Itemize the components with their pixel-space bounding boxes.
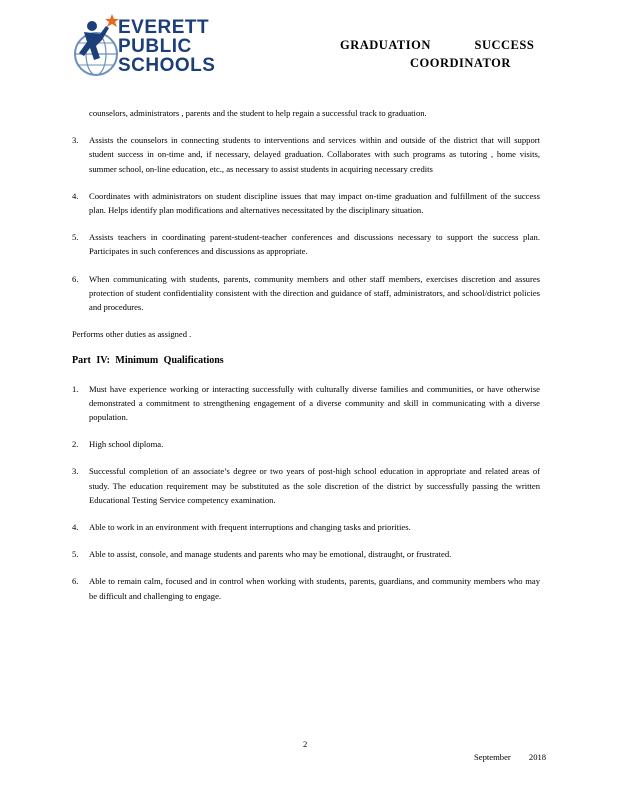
- district-logo: [72, 12, 242, 82]
- duty-number: 4.: [72, 190, 79, 201]
- document-title-line-1: GRADUATION SUCCESS: [340, 38, 535, 52]
- qualification-text: Able to assist, console, and manage students and parents who may be emotional, distraught, or frustrated.: [89, 549, 452, 560]
- continuation-paragraph: counselors, administrators , parents and the student to help regain a successful track to graduation.: [89, 108, 427, 118]
- qualification-number: 4.: [72, 522, 79, 533]
- qualification-item: [72, 520, 540, 534]
- document-title-line-2: COORDINATOR: [410, 56, 511, 70]
- duty-number: 6.: [72, 273, 79, 284]
- section-heading: Part IV: Minimum Qualifications: [72, 355, 224, 367]
- qualification-item: [72, 574, 540, 602]
- qualification-item: [72, 382, 540, 425]
- qualification-number: 1.: [72, 383, 79, 394]
- qualification-item: [72, 464, 540, 507]
- revision-date: September 2018: [474, 752, 547, 762]
- duty-item: [72, 189, 540, 217]
- qualification-number: 3.: [72, 466, 79, 477]
- qualification-text: High school diploma.: [89, 439, 164, 450]
- qualification-number: 6.: [72, 576, 79, 587]
- other-duties-line: Performs other duties as assigned .: [72, 329, 192, 340]
- duty-text: Coordinates with administrators on student discipline issues that may impact on-time graduation and fulfillment of the success plan. Helps identify plan modifications and alternatives necessitated by the disciplinary situation.: [89, 190, 540, 216]
- qualification-text: Must have experience working or interacting successfully with culturally diverse families and communities, or have otherwise demonstrated a commitment to strengthening engagement of a diverse community and skill in communicating with a diverse population.: [89, 383, 540, 423]
- qualification-item: [72, 547, 540, 561]
- duty-item: [72, 133, 540, 176]
- logo-line-3: SCHOOLS: [118, 55, 216, 76]
- duty-item: [72, 272, 540, 315]
- duty-text: Assists the counselors in connecting students to interventions and services within and outside of the district that will support student success in on-time and, if necessary, delayed graduation. Collaborates with such programs as tutoring , home visits, summer school, on-line education, etc., as necessary to assist students in acquiring necessary credits: [89, 135, 540, 174]
- logo-line-2: PUBLIC: [118, 36, 192, 57]
- document-body: [72, 106, 540, 616]
- page-number: 2: [303, 739, 308, 749]
- duty-number: 5.: [72, 232, 79, 243]
- globe-figure-icon: [72, 12, 120, 82]
- qualification-number: 2.: [72, 439, 79, 450]
- qualification-number: 5.: [72, 549, 79, 560]
- duty-number: 3.: [72, 135, 79, 146]
- qualification-text: Able to remain calm, focused and in control when working with students, parents, guardians, and community members who may be difficult and challenging to engage.: [89, 576, 540, 601]
- qualification-item: [72, 437, 540, 451]
- logo-line-1: EVERETT: [118, 17, 210, 38]
- duty-text: When communicating with students, parents, community members and other staff members, exercises discretion and assures protection of student confidentiality consistent with the direction and guidance of staff, administrators, and school/district policies and procedures.: [89, 273, 540, 313]
- qualification-text: Successful completion of an associate’s degree or two years of post-high school education in appropriate and related areas of study. The education requirement may be substituted as the sole discretion of the district by successfully passing the written Educational Testing Service competency examination.: [89, 466, 540, 505]
- duty-text: Assists teachers in coordinating parent-student-teacher conferences and discussions necessary to support the success plan. Participates in such conferences and discussions as appropriate.: [89, 232, 540, 257]
- qualification-text: Able to work in an environment with frequent interruptions and changing tasks and priorities.: [89, 522, 411, 533]
- duty-item: [72, 230, 540, 258]
